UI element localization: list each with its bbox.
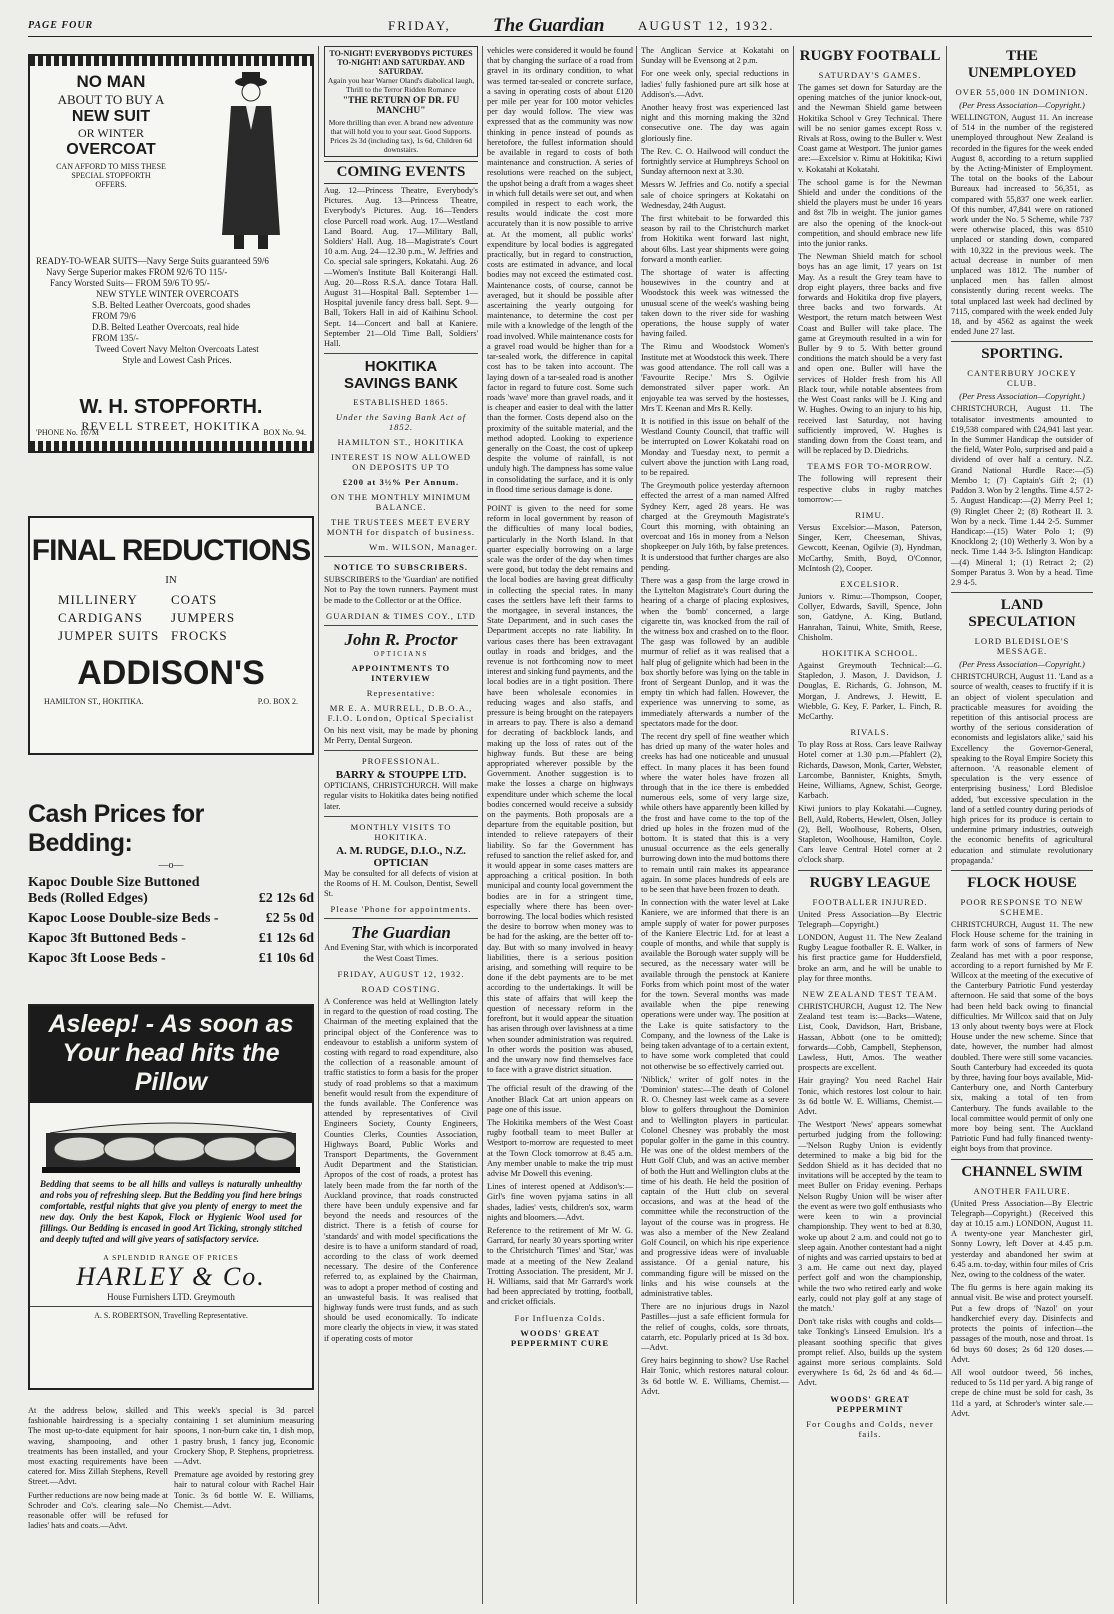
ad-item: JUMPERS [171, 610, 236, 625]
ad-line: TO-NIGHT! EVERYBODYS PICTURES TO-NIGHT! AND SATURDAY. AND SATURDAY. [329, 49, 473, 76]
ad-line: Under the Saving Bank Act of 1852. [335, 412, 467, 433]
box-number: P.O. BOX 2. [257, 697, 298, 706]
newspaper-title: The Guardian [493, 15, 605, 36]
team-heading: RIVALS. [850, 727, 890, 738]
article-body: The following will represent their respective clubs in rugby matches tomorrow:— [798, 474, 942, 504]
ad-body: May be consulted for all defects of vision at the Rooms of H. M. Coulson, Dentist, Sewell St. [324, 868, 478, 899]
ad-representative: A. S. ROBERTSON, Travelling Representative. [94, 1311, 248, 1320]
article-body: POINT is given to the need for some reform in local government by reason of the difficulties of many local bodies, particularly in the North Island. In that quarter especially borrowing on a large scale was the order of the day when times were good, but today the debt remains and the local bodies are having great difficulty in collecting the special rates. In many cases the settlers have left their farms to the mortgagee, in several instances, the State Department, and in such cases the Department accepts no rate liability. In various cases there has been extravagant outlay in roads and bridges, and the revenue is not forthcoming now to meet interest and sinking fund payments, and the local bodies are in a tight position. There have been wholesale economies in reducing wages and also staffs, and pressure is being brought on the ratepayers in arrears to pay. There is also a demand for decrating of backblock lands, and making up the loss of rates out of the highway funds. But these are being appropriated wherever possible by the Government. Another suggestion is to make the losses a charge on highways expenditure under which scheme the local bodies concerned would receive a subsidy on the payments. Both proposals are a departure from the equitable position, but intended to relieve ratepayers of their liability. So far the Government has refused to sanction the relief asked for, and it would appear in some cases matters are approaching a critical position. In both municipal and county local government the bodies are in for a stringent time, especially where there has been over-borrowing. The local bodies which resisted the desire to borrow when money was to be had for the asking, are the better off to-day. But with so many involved in heavy liabilities, there is a serious position arising, and something will require to be done if the debt payments are to be met according to the undertakings. It will be this state of affairs that will keep the question of necessary reform in the forefront, but it would appear the situation has arisen through over lavishness at a time when sounder administration was required. In other words the position was abused, and the unwary now find themselves face to face with a grave district situation. [487, 503, 633, 1075]
cinema-ad [324, 46, 478, 157]
team-list: Against Greymouth Technical:—G. Stapledon, J. Mason, J. Davidson, J. Douglas, E. Richards, G. Johnson, M. Morgan, J. Andrews, J. Hewitt, E. Wiebble, G. Key, F. Parker, L. Finch, R. McCarthy. [798, 660, 942, 721]
section-heading: MONTHLY VISITS TO HOKITIKA. [350, 821, 452, 842]
ad-body: On his next visit, may be made by phoning Mr Perry, Dental Surgeon. [324, 725, 478, 746]
section-heading: RUGBY FOOTBALL [799, 48, 941, 64]
press-credit: (Per Press Association—Copyright.) [959, 659, 1085, 670]
section-subheading: CANTERBURY JOCKEY CLUB. [967, 368, 1077, 389]
column-6 [951, 46, 1093, 1606]
column-2 [324, 46, 478, 1606]
events-list: Aug. 12—Princess Theatre, Everybody's Pictures. Aug. 13—Princess Theatre, Everybody's Pictures. Aug. 16—Tenders close Purcell road work. Aug. 17—Westland Land Board. Aug. 17—Military Ball, Soldiers' Hall. Aug. 18—Magistrate's Court 10 a.m. Aug. 24—12.30 p.m., W. Jeffries and Co. special sale springers, Kokatahi. Aug. 26—Women's Institute Ball Koiterangi Hall. Aug. 20—Ross R.S.A. dance Totara Hall. August 31—Hospital Ball. September 1—Hospital juvenile fancy dress ball. Sept. 9—Ball, Tokers Hall in aid of Kaihinu School. Sept. 14—Concert and ball at Kaniere. September 21—Old Time Ball, Soldiers' Hall. [324, 186, 478, 349]
advertiser-address: REVELL STREET, HOKITIKA [81, 419, 261, 433]
bedding-item-name: Kapoc 3ft Loose Beds - [28, 951, 166, 966]
team-heading: EXCELSIOR. [840, 578, 900, 589]
team-heading: HOKITIKA SCHOOL. [821, 647, 919, 658]
ad-headline: Asleep! - As soon as [48, 1010, 294, 1038]
bedding-item-name: Kapoc Loose Double-size Beds - [28, 911, 219, 926]
ad-headline: NO MAN [76, 72, 146, 91]
ad-line: SPECIAL STOPFORTH [71, 171, 151, 180]
ad-item: JUMPER SUITS [58, 628, 160, 643]
ad-line: Representative: [366, 687, 436, 698]
editorial-date: FRIDAY, AUGUST 12, 1932. [337, 968, 465, 979]
news-paragraph: Premature age avoided by restoring grey hair to natural colour with Rachel Hair Tonic. 3s 6d bottle W. E. Williams, Chemist.—Advt. [174, 1470, 314, 1510]
column-3 [487, 46, 633, 1606]
ad-line: OR WINTER [77, 126, 145, 140]
news-paragraph: This week's special is 3d parcel containing 1 set aluminium measuring spoons, 1 non-burn cake tin, 1 dish mop, 1 pastry brush, 1 fancy jug, Economic Crockery Shop, P. Stephens, proprietress.—Advt. [174, 1406, 314, 1467]
section-heading: LAND SPECULATION [968, 597, 1076, 631]
bedding-item-name: Kapoc 3ft Buttoned Beds - [28, 931, 186, 946]
ad-price-line: NEW STYLE WINTER OVERCOATS [96, 289, 239, 299]
ad-price-line: Fancy Worsted Suits— FROM 59/6 TO 95/- [50, 278, 210, 288]
ad-line: NEW SUIT [71, 108, 151, 125]
news-paragraph: The first whitebait to be forwarded this season by rail to the Christchurch market from Hokitika went forward last night, about 6lbs. Last year shipments were going forward a month earlier. [641, 214, 789, 264]
issue-date: AUGUST 12, 1932. [638, 18, 775, 33]
ad-line: For Coughs and Colds, never fails. [806, 1418, 934, 1439]
ad-line: ON THE MONTHLY MINIMUM BALANCE. [330, 492, 472, 513]
ad-headline: Your head hits the Pillow [62, 1039, 280, 1096]
bedding-prices-ad [28, 800, 314, 967]
ad-line: Please 'Phone for appointments. [330, 904, 472, 915]
bank-name: HOKITIKA [364, 358, 438, 376]
pillow-and-bed-illustration [30, 1103, 312, 1177]
section-heading: SPORTING. [981, 346, 1063, 363]
section-subheading: TEAMS FOR TO-MORROW. [807, 461, 933, 472]
advertiser-name: A. M. RUDGE, D.I.O., N.Z. OPTICIAN [336, 844, 466, 869]
ad-price-line: D.B. Belted Leather Overcoats, real hide FROM 135/- [92, 322, 239, 343]
interest-rate: £200 at 3½% Per Annum. [342, 477, 460, 488]
article-body: CHRISTCHURCH, August 11. The totalisator investments amounted to £19,538 compared with £24,941 last year. In the Summer Handicap the outsider of the field, Water Polo, surprised and paid a dividend of over half a century. N.Z. Grand National Hurdle Race:—(5) Membo 1; (7) Captain's Gift 2; (1) Paddon 3. Won by 2 lengths. Time 4.57 2-5. August Handicap:—(2) Merry Peel 1; (9) Ringlet Cheer 2; (8) Rotheart II. 3. Won by a neck. Time 1.44 2-5. Summer Handicap:—(15) Water Polo 1; (9) Knocklong 2; (10) Wetherly 3. Won by a neck. Time 1.44 3-5. Islington Handicap:—(4) Mineral 1; (1) Retract 2; (2) Somper Paratus 3. Won by a head. Time 2.9 4-5. [951, 404, 1093, 587]
addison-ad [28, 516, 314, 755]
page-number: PAGE FOUR [28, 20, 94, 31]
ad-line: ESTABLISHED 1865. [353, 397, 449, 408]
news-paragraph: Messrs W. Jeffries and Co. notify a special sale of choice springers at Kokatahi on Wednesday, 24th August. [641, 180, 789, 210]
optician-logo: John R. Proctor [344, 629, 458, 649]
news-paragraph: In connection with the water level at Lake Kaniere, we are informed that there is an ample supply of water for power purposes of the Kaniere Electric Ltd. for at least a couple of months, and while that supply is available the Borough water supply will be secured, as the necessary water will be available through the penstock at Kaniere Forks from which point most of the water for the town. Several months was made available when the pipe renewing operations were under way. The position at the Lake is quite satisfactory to the Company, and the lowness of the Lake is being taken advantage of to a certain extent, to have some work completed that could not otherwise be so effectively carried out. [641, 898, 789, 1071]
section-heading: CHANNEL SWIM [961, 1163, 1083, 1180]
team-list: Versus Excelsior:—Mason, Paterson, Singer, Kerr, Cheeseman, Shivas, Gewcott, Keenan, Ogilvie (3), Hyndman, McCarthy, Smith, Boyd, O'Connor, McIntosh (2), Cooper. [798, 522, 942, 573]
ad-line: CAN AFFORD TO MISS THESE [56, 162, 166, 171]
section-subheading: ANOTHER FAILURE. [973, 1185, 1071, 1196]
film-title: "THE RETURN OF DR. FU MANCHU" [342, 96, 460, 116]
article-body: LONDON, August 11. The New Zealand Rugby League footballer R. E. Walker, in his first practice game for Huddersfield, broke an arm, and he will be unable to play for three months. [798, 933, 942, 983]
stopforth-ad [28, 54, 314, 453]
article-body: The Newman Shield match for school boys has an age limit, 17 years on 1st May. As a result the Grey team have to drop eight players, three backs and five forwards and Hokitika drop five players, three backs and two forwards. At Westport, the return match between West Coast and Buller will take place. The game at Greymouth resulted in a win for Buller by 9 to 5. With better ground conditions the match should be a very fast and open one. Buller will have the services of Holder fresh from his All Black tour, while notable absentees from the West Coast ranks will be J. King and W. Hughes. Owing to an injury to his hip, received last Saturday, not having sufficiently improved, W. Hughes is standing down from the Coast team, and will be replaced by D. Diedrichs. [798, 252, 942, 456]
man-in-overcoat-illustration [206, 70, 296, 255]
article-heading: ROAD COSTING. [361, 983, 441, 994]
ad-line: MR E. A. MURRELL, D.B.O.A., F.I.O. London, Optical Specialist [327, 702, 475, 723]
news-paragraph: The flu germs is here again making its annual visit. Be wise and protect yourself. Put a few drops of 'Nazol' on your handkerchief every day. Disinfects and protects the points of infection—the passages of the mouth, nose and throat. 1s 6d buys 60 doses; 2s 6d 120 doses.—Advt. [951, 1283, 1093, 1364]
advertiser-address: HAMILTON ST., HOKITIKA. [44, 697, 144, 706]
article-body: United Press Association—By Electric Telegraph—Copyright.) [798, 909, 942, 929]
news-paragraph: At the address below, skilled and fashionable hairdressing is a specialty The most up-to-date equipment for hair waving, shampooing, and other treatments has been installed, and your most exacting requirements have been catered for. Miss Zillah Stephens, Revell Street.—Advt. [28, 1406, 168, 1487]
section-heading: THE UNEMPLOYED [967, 48, 1077, 81]
news-paragraph: Grey hairs beginning to show? Use Rachel Hair Tonic, which restores natural colour. 3s 6d bottle W. E. Williams, Chemist.—Advt. [641, 1356, 789, 1396]
article-body: (United Press Association—By Electric Telegraph—Copyright.) (Received this day at 10.15 a.m.) LONDON, August 11. A twenty-one year Manchester girl, Sonny Lowry, left Dover at 4.45 p.m. yesterday and abandoned her swim at 6.45 a.m. to-day, within four miles of Cris Nez, owing to the coldness of the water. [951, 1198, 1093, 1280]
section-subheading: SATURDAY'S GAMES. [818, 70, 922, 80]
bedding-item-price: £2 12s 6d [258, 891, 314, 906]
bedding-item-name: Kapoc Double Size Buttoned Beds (Rolled Edges) [28, 875, 200, 906]
section-subheading: POOR RESPONSE TO NEW SCHEME. [960, 896, 1084, 917]
phone-number: 'PHONE No. 167M [36, 428, 99, 437]
team-list: Juniors v. Rimu:—Thompson, Cooper, Collyer, Edwards, Savill, Spence, John son, Gatdyne, A. King, Butland, Hanrahan, Tainui, White, Smith, Reese, Chisholm. [798, 591, 942, 642]
news-paragraph: Further reductions are now being made at Schroder and Co's. clearing sale—No reasonable offer will be refused for ladies' hats and coats.—Advt. [28, 1490, 168, 1531]
news-paragraph: Lines of interest opened at Addison's:—Girl's fine woven pyjama satins in all shades, ladies' vests, children's sox, warm nights and bloomers.—Advt. [487, 1182, 633, 1222]
article-body: CHRISTCHURCH, August 11. 'Land as a source of wealth, ceases to fructify if it is an object of violent speculation and practicable measures for avoiding the repetition of this antisocial process are worthy of the serious consideration of economists and legislators alike,' said his Excellency the Governor-General, speaking to the Royal Empire Society this afternoon. 'A reasonable element of speculation is the very essence of enterprising business,' Lord Bledisloe added, 'but excessive speculation in the land of a settled country during periods of high prices for its produce is certain to undermine primary industries, outweigh the economic benefits of agricultural education and stimulate revolutionary propaganda.' [951, 672, 1093, 865]
ad-line: IN [165, 574, 177, 586]
box-number: BOX No. 94. [263, 428, 306, 437]
advertiser-name: ADDISON'S [77, 654, 265, 692]
issue-day: FRIDAY, [388, 18, 451, 33]
ornament: —o— [158, 860, 184, 871]
news-paragraph: For one week only, special reductions in ladies' fully fashioned pure art silk hose at Addison's.—Advt. [641, 69, 789, 99]
notice-body: SUBSCRIBERS to the 'Guardian' are notified Not to Pay the town runners. Payment must be made to the Collector or at the Office. [324, 575, 478, 605]
article-body: The games set down for Saturday are the opening matches of the junior knock-out, and the Newman Shield game between Hokitika School v Grey Technical. There will be no senior games except Ross v. Rivals at Ross, owing to the Buller v. West Coast game at Westport. The junior games are:—Excelsior v. Rimu at Hokitika; Kiwi v. Kokatahi at Kokatahi. [798, 83, 942, 174]
ad-line: OVERCOAT [66, 141, 156, 158]
team-heading: RIMU. [855, 509, 885, 520]
news-paragraph: The official result of the drawing of the Another Black Cat art union appears on page one of this issue. [487, 1084, 633, 1114]
ad-item: COATS [171, 592, 218, 607]
ad-line: More thrilling than ever. A brand new adventure that will hold you to your seat. Good Supports. [328, 118, 474, 136]
harley-ad [28, 1004, 314, 1390]
ad-line: OPTICIANS [373, 649, 429, 658]
notice-signature: GUARDIAN & TIMES COY., LTD [326, 610, 476, 621]
advertiser-name: HARLEY & Co. [76, 1262, 266, 1291]
team-list: Kiwi juniors to play Kokatahi.—Cugney, Bell, Auld, Roberts, Hewlett, Olsen, Jolley (2), Bell, Woolhouse, Roberts, Olsen, Stapleton, Woolhouse, Hamilton, Coyle. Cars leave Central Hotel corner at 2 o'clock sharp. [798, 804, 942, 865]
column-4 [641, 46, 789, 1606]
ad-line: Prices 2s 3d (including tax), 1s 6d, Children 6d downstairs. [330, 136, 472, 154]
team-list: To play Ross at Ross. Cars leave Railway Hotel corner at 1.30 p.m.—Pfahlert (2), Richards, Dawson, Monk, Carter, Webster, Larcombe, Bannister, Knights, Smyth, Heine, Williams, Agnew, Schist, George, Karbach. [798, 740, 942, 801]
advertisement-column [28, 46, 314, 1606]
article-body: CHRISTCHURCH, August 12. The New Zealand test team is:—Backs—Watene, List, Cook, Davidson, Hart, Brisbane, Hassan, Abbott (one to be omitted); forwards—Cobb, Campbell, Stephenson, Lawless, Hutt, Amos. The weather prospects are excellent. [798, 1002, 942, 1073]
ad-price-line: Navy Serge Superior makes FROM 92/6 TO 115/- [46, 267, 228, 277]
news-paragraph: The Westport 'News' appears somewhat perturbed judging from the following:—'Nelson Rugby Union is evidently determined to make a big bid for the Seddon Shield as it has decided that no invitations will be accepted by the team to meet Buller on Friday evening. Perhaps Nelson Rugby Union will be wiser after the event as were two golf enthusiasts who were keen to win a provincial championship. They went to bed at 8.30, woke up about 2 a.m. and could not go to sleep again. Another contestant had a night of nights and was carried upstairs to bed at 3 a.m. He came out next day, played perfect golf and won the championship, while the two who retired early and woke early, could not play golf at any stage of the match.' [798, 1120, 942, 1313]
news-paragraph: The Rimu and Woodstock Women's Institute met at Woodstock this week. There was good attendance. The roll call was a 'Favourite Recipe.' Mrs S. Ogilvie demonstrated silver paper work. An enjoyable tea was served by the hostesses, Mrs T. Keenan and Mrs R. Kelly. [641, 342, 789, 413]
advertiser-address: House Furnishers LTD. Greymouth [107, 1292, 235, 1302]
ad-item: MILLINERY [58, 592, 138, 607]
ad-banner [30, 1006, 312, 1103]
section-heading: RUGBY LEAGUE [809, 874, 931, 891]
news-paragraph: 'Niblick,' writer of golf notes in the 'Dominion' states:—The death of Colonel R. O. Chesney last week came as a severe blow to golfers throughout the Dominion and to Wellington players in particular. Colonel Chesney was probably the most popular golfer in the game in this country. He was one of the oldest members of the Hutt Golf Club, and was an active member of both the Hutt and Wellington clubs at the time of his death. He held the position of captain of the Hutt club on several occasions, and was at the head of the committee while the reconstruction of the layout of the course was in progress. He was also a member of the New Zealand Golf Council, on which his ripe experience and progressive ideas were of invaluable assistance. Of a genial nature, his commanding figure will be missed on the links and his wise counsels at the administrative tables. [641, 1074, 789, 1298]
advertiser-name: BARRY & STOUPPE LTD. [335, 769, 467, 782]
ad-line: Again you hear Warner Oland's diabolical laugh, Thrill to the Terror Ridden Romance [327, 76, 475, 94]
ad-line: ABOUT TO BUY A [57, 92, 165, 107]
article-body: WELLINGTON, August 11. An increase of 514 in the number of the registered unemployed throughout New Zealand is recorded in the figures for the week ended August 8, according to a return supplied by the Acting-Minister of Employment. The total on the books of the Labour Bureaux had increased to 56,351, as compared with 55,837 one week earlier. Of this number, 47,841 were on rationed work under the No. 5 Scheme, while 737 were otherwise placed, this was 8510 unplaced or standing down, compared with 10,322 in the previous week. The actual decrease in number of men unplaced was 1812. The number of unplaced men has fallen almost consistently during recent weeks. The total unplaced last week had declined by 7115, compared with the week ended July 18, and by 4562 as against the week ended June 27 last. [951, 113, 1093, 337]
ad-item: FROCKS [171, 628, 228, 643]
column-rule [318, 46, 319, 1604]
news-paragraph: It is notified in this issue on behalf of the Westland County Council, that traffic will be interrupted on Lower Kokatahi road on Monday and Tuesday next, to permit a culvert above the junction with Lang road, to be repaired. [641, 416, 789, 477]
news-paragraph: There was a gasp from the large crowd in the Lyttelton Magistrate's Court during the hearing of a charge of placing explosives, when the 'bomb' concerned, a large cigarette tin, was knocked from the rail of the witness box and crashed on to the floor. The gasp was followed by an audible murmur of relief as it was realised that a half plug of gelignite which had been in the box shortly before was lying on the table in front of Sergeant Dunlop, and it was the empty tin which had fallen. However, the experience was unnerving to some, as immediately afterwards a number of the spectators made for the door. [641, 575, 789, 728]
ad-line: INTEREST IS NOW ALLOWED ON DEPOSITS UP TO [331, 452, 471, 473]
ad-body: OPTICIANS, CHRISTCHURCH. Will make regular visits to Hokitika dates being notified later. [324, 781, 478, 811]
ad-price-line: Tweed Covert Navy Melton Overcoats Latest Style and Lowest Cash Prices. [95, 344, 259, 365]
news-paragraph: Another heavy frost was experienced last night and this morning making the 32nd consecutive one. The day was again gloriously fine. [641, 103, 789, 143]
column-5 [798, 46, 942, 1606]
editorial-subtitle: And Evening Star, with which is incorporated the West Coast Times. [324, 943, 478, 963]
ad-item: CARDIGANS [58, 610, 143, 625]
ad-price-line: READY-TO-WEAR SUITS—Navy Serge Suits guaranteed 59/6 [36, 256, 269, 266]
press-credit: (Per Press Association—Copyright.) [959, 100, 1085, 110]
editorial-masthead: The Guardian [351, 923, 451, 943]
column-rule [636, 46, 637, 1604]
bank-name: SAVINGS BANK [344, 375, 458, 393]
news-paragraph: There are no injurious drugs in Nazol Pastilles—just a safe efficient formula for the relief of coughs, colds, sore throats, catarrh, etc. Popularly priced at 1s 3d box.—Advt. [641, 1302, 789, 1352]
ad-line: THE TRUSTEES MEET EVERY MONTH for dispatch of business. [326, 517, 476, 538]
article-body: CHRISTCHURCH, August 11. The new Flock House scheme for the training in farm work of sons of farmers of New Zealand has met with a poor response, according to a report furnished by Mr F. Willcox at the meeting of the executive of the Canterbury Patriotic Fund yesterday afternoon. He said that some of the boys had been held back owing to financial difficulties. Mr Willcox said that on July 13 only about twenty boys were at Flock House under the new scheme. Since that date, however, the number had almost doubled. There were still some vacancies. South Canterbury had exceeded its quota by three, having four boys available, Mid-Canterbury one, and North Canterbury six, making a total of ten from Canterbury. The funds available to the local committee would permit of only one more boy being sent. The Auckland Patriotic Fund had fully financed twenty-eight boys from that province. [951, 919, 1093, 1154]
section-heading: PROFESSIONAL. [361, 756, 441, 767]
article-body: The school game is for the Newman Shield and under the conditions of the shield the players must be under 16 years and 8st 7lb in weight. The junior games are also the opening of the knock-out competition, and should embrace new life into the junior ranks. [798, 177, 942, 249]
news-paragraph: The shortage of water is affecting housewives in the country and at Woodstock this week was witnessed the unusual scene of the week's washing being taken down to the river side for washing operations, the house supply of water having failed. [641, 268, 789, 339]
ad-headline: FINAL REDUCTIONS [31, 534, 311, 567]
section-subheading: LORD BLEDISLOE'S MESSAGE. [974, 636, 1070, 657]
news-paragraph: The Rev. C. O. Hailwood will conduct the fortnightly service at Humphreys School on Sunday afternoon next at 3.30. [641, 146, 789, 177]
column-rule [482, 46, 483, 1604]
section-subheading: FOOTBALLER INJURED. [812, 896, 928, 907]
news-paragraph: Hair graying? You need Rachel Hair Tonic, which restores lost colour to hair. 3s 6d bottle W. E. Williams, Chemist.—Advt. [798, 1076, 942, 1117]
section-subheading: OVER 55,000 IN DOMINION. [955, 87, 1089, 97]
ad-line: HAMILTON ST., HOKITIKA [337, 437, 465, 448]
border-pattern [30, 441, 312, 451]
ad-line: OFFERS. [95, 180, 127, 189]
press-credit: (Per Press Association—Copyright.) [959, 391, 1085, 402]
section-heading: COMING EVENTS [324, 161, 478, 184]
advertiser-name: W. H. STOPFORTH. [79, 396, 263, 418]
news-paragraph: The recent dry spell of fine weather which has dried up many of the water holes and creeks has had one noticeable and unusual effect. In many places it has been found where the water holes have frozen all through that in the ice there is embedded numerous eels, some of very large size, while others have apparently been killed by the frost and have come to the top of the dried up holes in the frozen mud of the bottom. It is stated that this is a very unusual occurrence as the eels generally burrowing down into the mud bottoms there to remain until rain makes its appearance again. In some places hundreds of eels are to be seen that have been frozen to death. [641, 732, 789, 895]
bedding-item-price: £1 10s 6d [258, 951, 314, 966]
section-heading: FLOCK HOUSE [967, 874, 1077, 891]
section-subheading: NEW ZEALAND TEST TEAM. [802, 989, 938, 1000]
ad-line: APPOINTMENTS TO INTERVIEW [351, 662, 451, 683]
ad-line: WOODS' GREAT PEPPERMINT [830, 1393, 910, 1414]
bedding-item-price: £2 5s 0d [265, 911, 314, 926]
article-body: A Conference was held at Wellington lately in regard to the question of road costing. The Chairman of the meeting explained that the principal object of the Conference was to endeavour to establish a uniform system of costing with regard to road expenditure, also the collection of a reasonable amount of traffic statistics to form a basis for the proper study of road problems so that a maximum benefit would result from the expenditure of the funds available. The Conference was attended by representatives of Civil Engineers Society, County Engineers, Counties Clerks, Counties Association, Highways Board, Public Works and Transport Departments, the Government Audit Department and the Statistician. Apropos of the cost of roads, a protest has lately been made from the far north of the Auckland province, that roads constructed there have been unduly expensive and far beyond the needs and resources of the district. There is a fetish of course for 'standards' and with model specifications the desire is to have a uniform standard of road, according to the class of work deemed necessary. The desire of the Conference referred to, as explained by the Chairman, was to adopt a proper method of costing and an unwasteful basis. It was realised that highway funds were trust funds, and as such should be used economically. To indicate more clearly the objects in view, it was stated if operating costs of motor [324, 996, 478, 1343]
article-body: vehicles were considered it would be found that by changing the surface of a road from gravel in its ordinary condition, to what was termed tar-sealed or concrete surface, a saving in operating costs of about £120 per mile per year for 100 motor vehicles per day would follow. The view was expressed that as the community was now thinking in pence instead of pounds as heretofore, the fullest information should be available in regard to costs of both maintenance and construction. A series of resolutions were reached on the subject, the upshot being a draft from a wages sheet in which full details were set out, and when compiled in respect to each work, the results would indicate the cost more accurately than it is now possible to arrive at. At the moment, all public works' expenditure by local bodies is aggregated practically, but in regard to construction, costs are estimated in advance, and local bodies may not exceed the estimated cost. Maintenance costs, of course, cannot be averaged, but it should be possible after ascertaining the yearly outgoing for maintenance, to determine the cost per mile with a knowledge of the length of the road involved. While maintenance costs for a gravel road would be higher than for a tar-sealed work, the difference in capital cost has to be taken into account. The laying down of a tar-sealed road is another factor in regard to future cost. Some such roads 'wave' more than gravel roads, and it is cheaper and easier to deal with the latter than the former. Costs depend also on the proximity of the suitable material, and the method adopted. Looking to experience generally on the Coast, the cost of upkeep despite the volume of rainfall, is not unduly high. The dampness has some value in consolidating the surface, and it is only in flood time serious damage is done. [487, 46, 633, 494]
ad-line: For Influenza Colds. [514, 1312, 606, 1323]
news-paragraph: Don't take risks with coughs and colds—take Tonking's Linseed Emulsion. It's a pleasant soothing specific that gives prompt relief. Also, builds up the system against more serious complaints. Sold everywhere 1s 6d, 2s 6d and 4s 6d.—Advt. [798, 1317, 942, 1388]
ad-line: A SPLENDID RANGE OF PRICES [103, 1253, 239, 1262]
news-paragraph: Reference to the retirement of Mr W. G. Garrard, for nearly 30 years sporting writer to the Christchurch 'Times' and 'Star,' was made at a meeting of the New Zealand Trotting Association. The president, Mr J. H. Williams, said that Mr Garrard's work had been appreciated by trotting, football, and cricket officials. [487, 1225, 633, 1307]
news-paragraph: The Anglican Service at Kokatahi on Sunday will be Evensong at 2 p.m. [641, 46, 789, 66]
news-paragraph: The Greymouth police yesterday afternoon effected the arrest of a man named Alfred Sydney Kerr, aged 28 years. He was charged at the Greymouth Magistrate's Court this morning, with obtaining an overcoat and 16s in money from a Nelson shopkeeper on July 16th, by false pretences. It is understood that further charges are also pending. [641, 481, 789, 572]
ad-body: Bedding that seems to be all hills and valleys is naturally unhealthy and robs you of refreshing sleep. But the Bedding you find here brings comfortable, restful nights that give you plenty of energy to meet the new day. Only the best Kapok, Flock or Hygienic Wool used for fillings. Our Bedding is encased in good Art Ticking, strongly stitched and deeply tufted and will give years of satisfactory service. [40, 1179, 302, 1244]
ad-line: WOODS' GREAT PEPPERMINT CURE [510, 1327, 610, 1348]
border-pattern [30, 56, 312, 66]
notice-heading: NOTICE TO SUBSCRIBERS. [333, 562, 469, 573]
column-rule [793, 46, 794, 1604]
ad-price-line: S.B. Belted Leather Overcoats, good shades FROM 79/6 [92, 300, 251, 321]
ad-headline: Cash Prices for Bedding: [28, 800, 204, 857]
bedding-item-price: £1 12s 6d [258, 931, 314, 946]
news-paragraph: All wool outdoor tweed, 56 inches, reduced to 5s 11d per yard. A big range of crepe de chine must be sold for cash, 3s 11d a yard, at Schroder's winter sale.—Advt. [951, 1367, 1093, 1418]
news-paragraph: The Hokitika members of the West Coast rugby football team to meet Buller at Westport to-morrow are requested to meet at the Town Clock tomorrow at 8.45 a.m. Any member unable to make the trip must advise Mr Dowell this evening. [487, 1117, 633, 1178]
ad-line: Wm. WILSON, Manager. [369, 542, 478, 553]
column-rule [946, 46, 947, 1604]
